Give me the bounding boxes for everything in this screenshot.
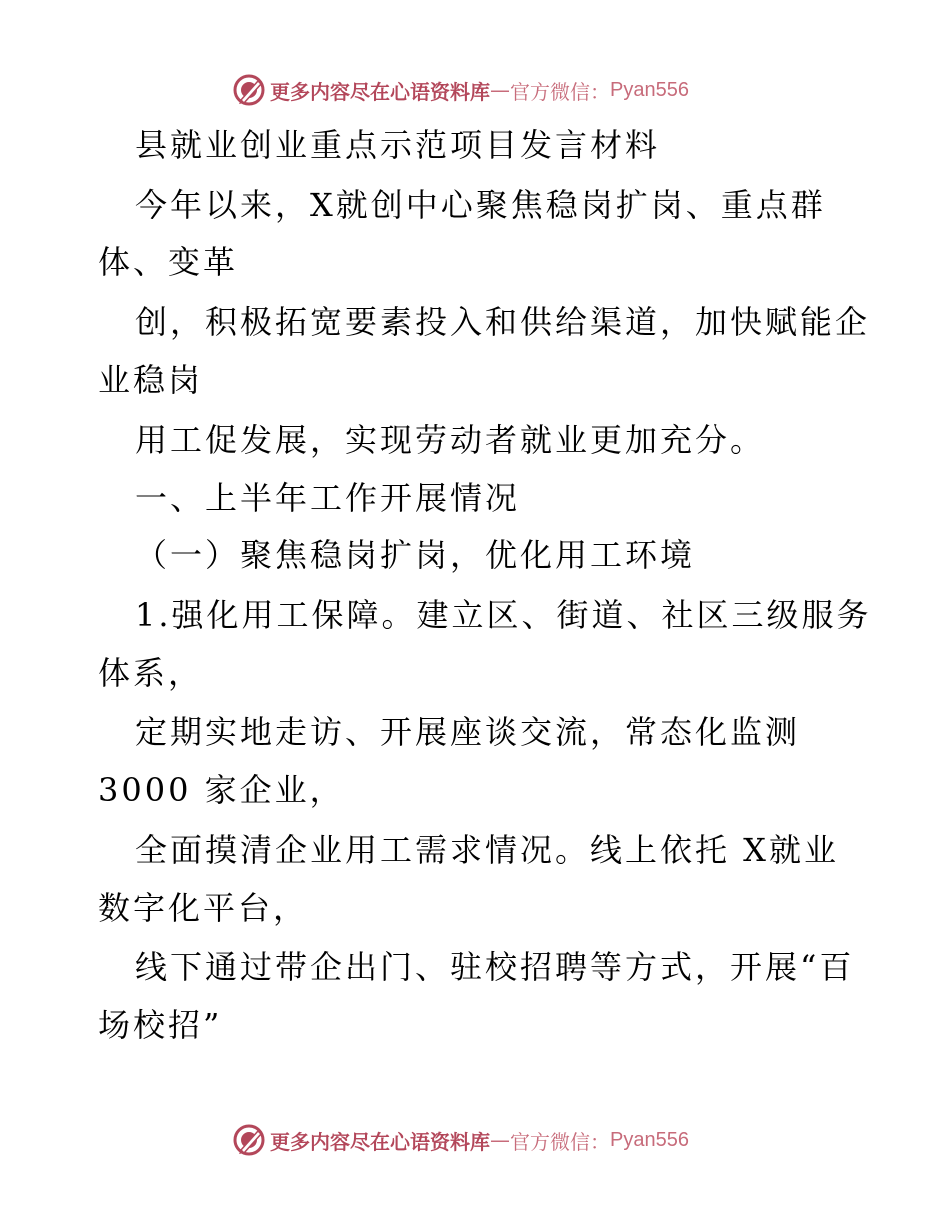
watermark-separator: — <box>490 1128 510 1152</box>
paragraph-line: 今年以来，X就创中心聚焦稳岗扩岗、重点群 <box>135 186 826 224</box>
watermark-brand-text: 更多内容尽在心语资料库 <box>270 79 490 104</box>
watermark-wechat-label: 官方微信： <box>510 79 610 104</box>
paragraph-line: 场校招” <box>98 1006 223 1044</box>
paragraph-line: 全面摸清企业用工需求情况。线上依托 X就业 <box>135 831 839 869</box>
pen-circle-logo-icon <box>232 1123 266 1157</box>
footer-watermark <box>232 1120 689 1160</box>
paragraph-line: 体、变革 <box>98 243 239 281</box>
paragraph-line: 数字化平台， <box>98 889 309 927</box>
watermark-wechat-id: Pyan556 <box>610 1128 689 1151</box>
header-watermark <box>232 70 689 110</box>
paragraph-line: 体系， <box>98 654 204 692</box>
paragraph-line: 创，积极拓宽要素投入和供给渠道，加快赋能企 <box>135 303 871 341</box>
subsection-heading: （一）聚焦稳岗扩岗，优化用工环境 <box>135 536 696 574</box>
paragraph-line: 线下通过带企出门、驻校招聘等方式，开展“百 <box>135 948 855 986</box>
paragraph-line: 业稳岗 <box>98 361 204 399</box>
section-heading: 一、上半年工作开展情况 <box>135 479 521 517</box>
watermark-separator: — <box>490 78 510 102</box>
paragraph-line: 3000 家企业， <box>98 771 345 809</box>
paragraph-line: 1.强化用工保障。建立区、街道、社区三级服务 <box>135 596 872 634</box>
paragraph-line: 定期实地走访、开展座谈交流，常态化监测 <box>135 713 801 751</box>
watermark-wechat-id: Pyan556 <box>610 78 689 101</box>
watermark-wechat-label: 官方微信： <box>510 1129 610 1154</box>
watermark-brand-text: 更多内容尽在心语资料库 <box>270 1129 490 1154</box>
paragraph-line: 用工促发展，实现劳动者就业更加充分。 <box>135 421 766 459</box>
document-title: 县就业创业重点示范项目发言材料 <box>135 126 661 164</box>
pen-circle-logo-icon <box>232 73 266 107</box>
